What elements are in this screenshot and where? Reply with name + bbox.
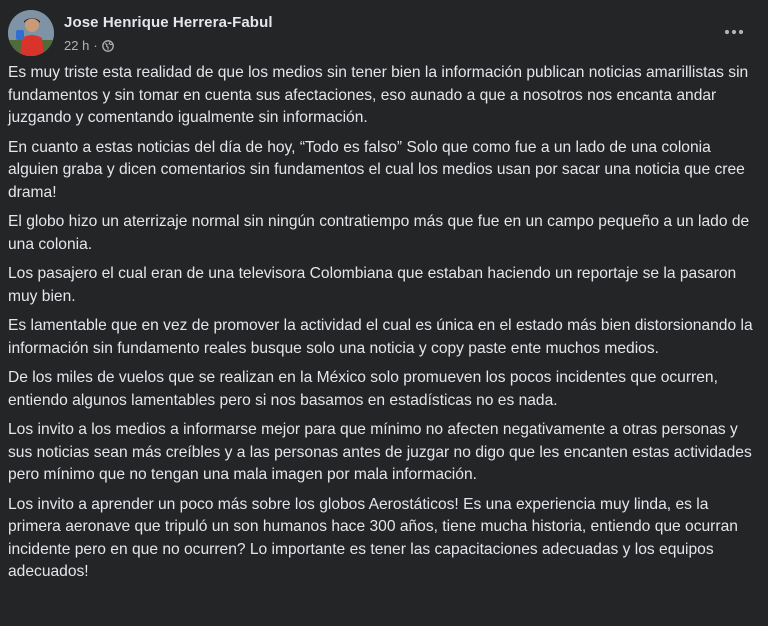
avatar[interactable] [8,10,54,56]
more-options-button[interactable] [716,14,752,50]
post-body [8,62,760,591]
author-name[interactable]: Jose Henrique Herrera-Fabul [64,14,273,31]
post-paragraph: Los pasajero el cual eran de una televisora Colombiana que estaban haciendo un reportaje se la pasaron muy bien. [8,265,737,305]
post-paragraph: Los invito a los medios a informarse mejor para que mínimo no afecten negativamente a otras personas y sus noticias sean más creíbles y a las personas antes de juzgar no digo que les encanten estas actividades pero mínimo que no tengan una mala imagen por mala información. [8,421,752,483]
globe-icon[interactable] [102,40,114,52]
avatar-photo [8,10,54,56]
post-header [8,8,760,58]
post-paragraph: El globo hizo un aterrizaje normal sin ningún contratiempo más que fue en un campo pequeño a un lado de una colonia. [8,213,750,253]
post-meta [64,38,114,53]
meta-separator: · [93,38,98,53]
post-paragraph: Es muy triste esta realidad de que los medios sin tener bien la información publican noticias amarillistas sin fundamentos y sin tomar en cuenta sus afectaciones, eso aunado a que a nosotros nos encanta andar juzgando y comentando igualmente sin información. [8,64,749,126]
post-paragraph: Los invito a aprender un poco más sobre los globos Aerostáticos! Es una experiencia muy linda, es la primera aeronave que tripuló un son humanos hace 300 años, tiene mucha historia, entiendo que ocurran incidente pero en que no ocurren? Lo importante es tener las capacitaciones adecuadas y los equipos adecuados! [8,495,738,580]
post-paragraph: En cuanto a estas noticias del día de hoy, “Todo es falso” Solo que como fue a un lado de una colonia alguien graba y dicen comentarios sin fundamentos el cual los medios usan por sacar una noticia que cree drama! [8,138,745,201]
post-time[interactable]: 22 h [64,38,90,53]
post-paragraph: De los miles de vuelos que se realizan en la México solo promueven los pocos incidentes que ocurren, entiendo algunos lamentables pero si nos basamos en estadísticas no es nada. [8,369,718,409]
post-paragraph: Es lamentable que en vez de promover la actividad el cual es única en el estado más bien distorsionando la información sin fundamento reales busque solo una noticia y copy paste ente muchos medios. [8,317,753,357]
more-options-icon [724,29,744,35]
